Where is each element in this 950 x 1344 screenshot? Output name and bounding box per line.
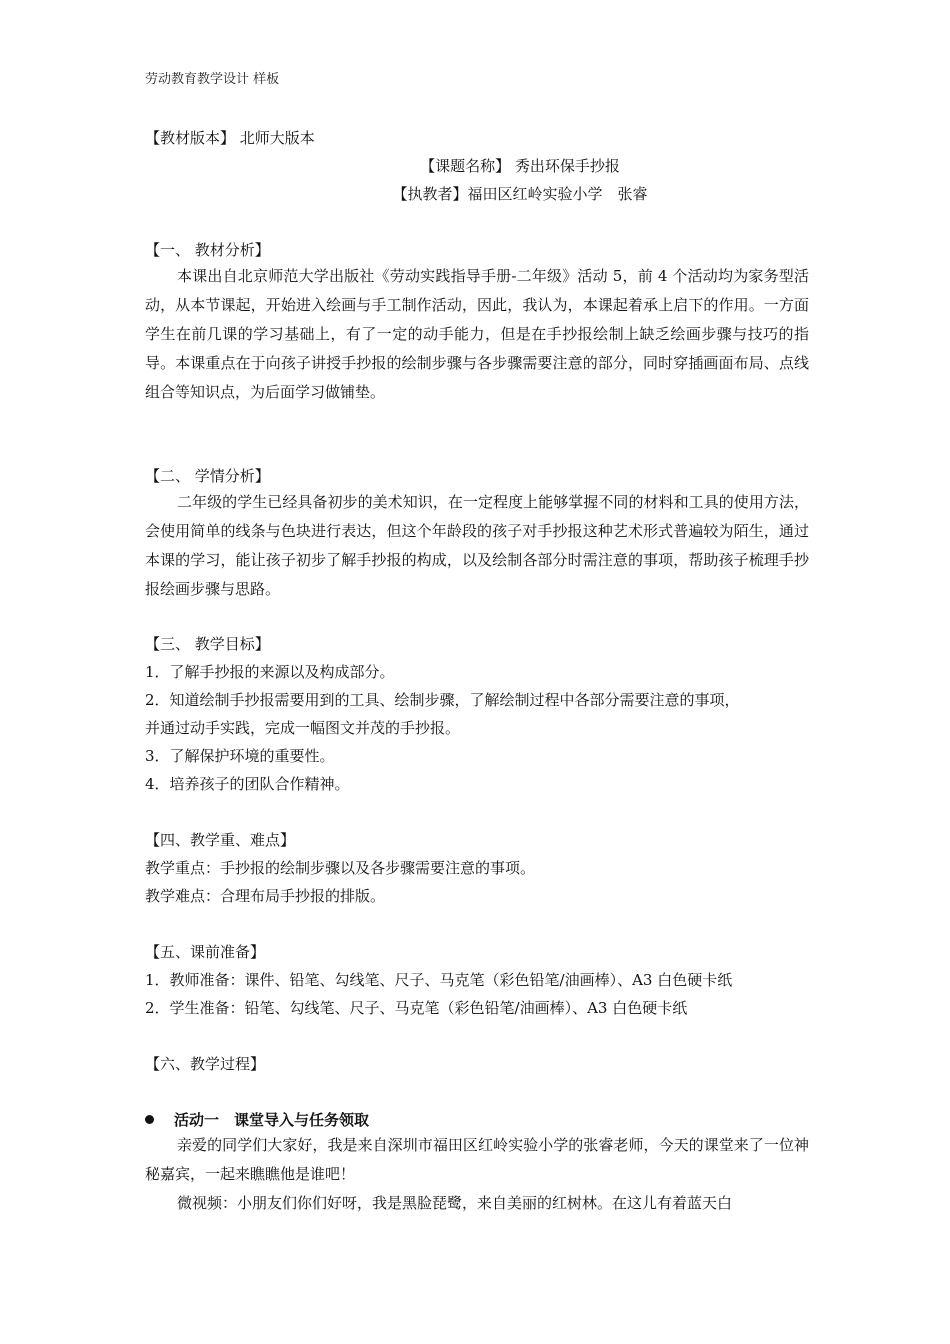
activity-paragraph: 亲爱的同学们大家好，我是来自深圳市福田区红岭实验小学的张睿老师，今天的课堂来了一位神秘嘉宾，一起来瞧瞧他是谁吧！: [145, 1136, 809, 1183]
goal-item: 3．了解保护环境的重要性。: [145, 747, 335, 765]
textbook-edition: 【教材版本】 北师大版本: [145, 129, 315, 147]
activity-paragraph: 微视频：小朋友们你们好呀，我是黑脸琵鹭，来自美丽的红树林。在这儿有着蓝天白: [177, 1194, 733, 1212]
preparation-item: 2．学生准备：铅笔、勾线笔、尺子、马克笔（彩色铅笔/油画棒）、A3 白色硬卡纸: [145, 999, 688, 1017]
section-heading-key-points: 【四、教学重、难点】: [145, 831, 296, 849]
bullet-icon: [145, 1115, 154, 1124]
section-heading-students: 【二、 学情分析】: [145, 467, 270, 485]
section-heading-preparation: 【五、课前准备】: [145, 943, 266, 961]
section-heading-process: 【六、教学过程】: [145, 1055, 266, 1073]
goal-item-continued: 并通过动手实践，完成一幅图文并茂的手抄报。: [145, 719, 461, 737]
goal-item: 2．知道绘制手抄报需要用到的工具、绘制步骤，了解绘制过程中各部分需要注意的事项，: [145, 691, 740, 709]
preparation-item: 1．教师准备：课件、铅笔、勾线笔、尺子、马克笔（彩色铅笔/油画棒）、A3 白色硬卡纸: [145, 971, 733, 989]
page-header: 劳动教育教学设计 样板: [145, 72, 280, 87]
section-heading-goals: 【三、 教学目标】: [145, 635, 270, 653]
section-body-analysis: 本课出自北京师范大学出版社《劳动实践指导手册-二年级》活动 5，前 4 个活动均为家务型活动，从本节课起，开始进入绘画与手工制作活动，因此，我认为，本课起着承上启下的作用。一方面学生在前几课的学习基础上，有了一定的动手能力，但是在手抄报绘制上缺乏绘画步骤与技巧的指导。本课重点在于向孩子讲授手抄报的绘制步骤与各步骤需要注意的部分，同时穿插画面布局、点线组合等知识点，为后面学习做铺垫。: [145, 267, 809, 401]
key-point: 教学重点：手抄报的绘制步骤以及各步骤需要注意的事项。: [145, 859, 536, 877]
goal-item: 4．培养孩子的团队合作精神。: [145, 775, 350, 793]
activity-title: 活动一 课堂导入与任务领取: [174, 1111, 370, 1129]
section-heading-analysis: 【一、 教材分析】: [145, 241, 270, 259]
section-body-students: 二年级的学生已经具备初步的美术知识，在一定程度上能够掌握不同的材料和工具的使用方法，会使用简单的线条与色块进行表达，但这个年龄段的孩子对手抄报这种艺术形式普遍较为陌生，通过本课的学习，能让孩子初步了解手抄报的构成，以及绘制各部分时需注意的事项，帮助孩子梳理手抄报绘画步骤与思路。: [145, 493, 809, 598]
activity-heading: [145, 1110, 369, 1130]
teacher-info: 【执教者】福田区红岭实验小学 张睿: [392, 185, 648, 203]
goal-item: 1．了解手抄报的来源以及构成部分。: [145, 663, 395, 681]
lesson-title: 【课题名称】 秀出环保手抄报: [420, 157, 620, 175]
difficult-point: 教学难点：合理布局手抄报的排版。: [145, 887, 386, 905]
